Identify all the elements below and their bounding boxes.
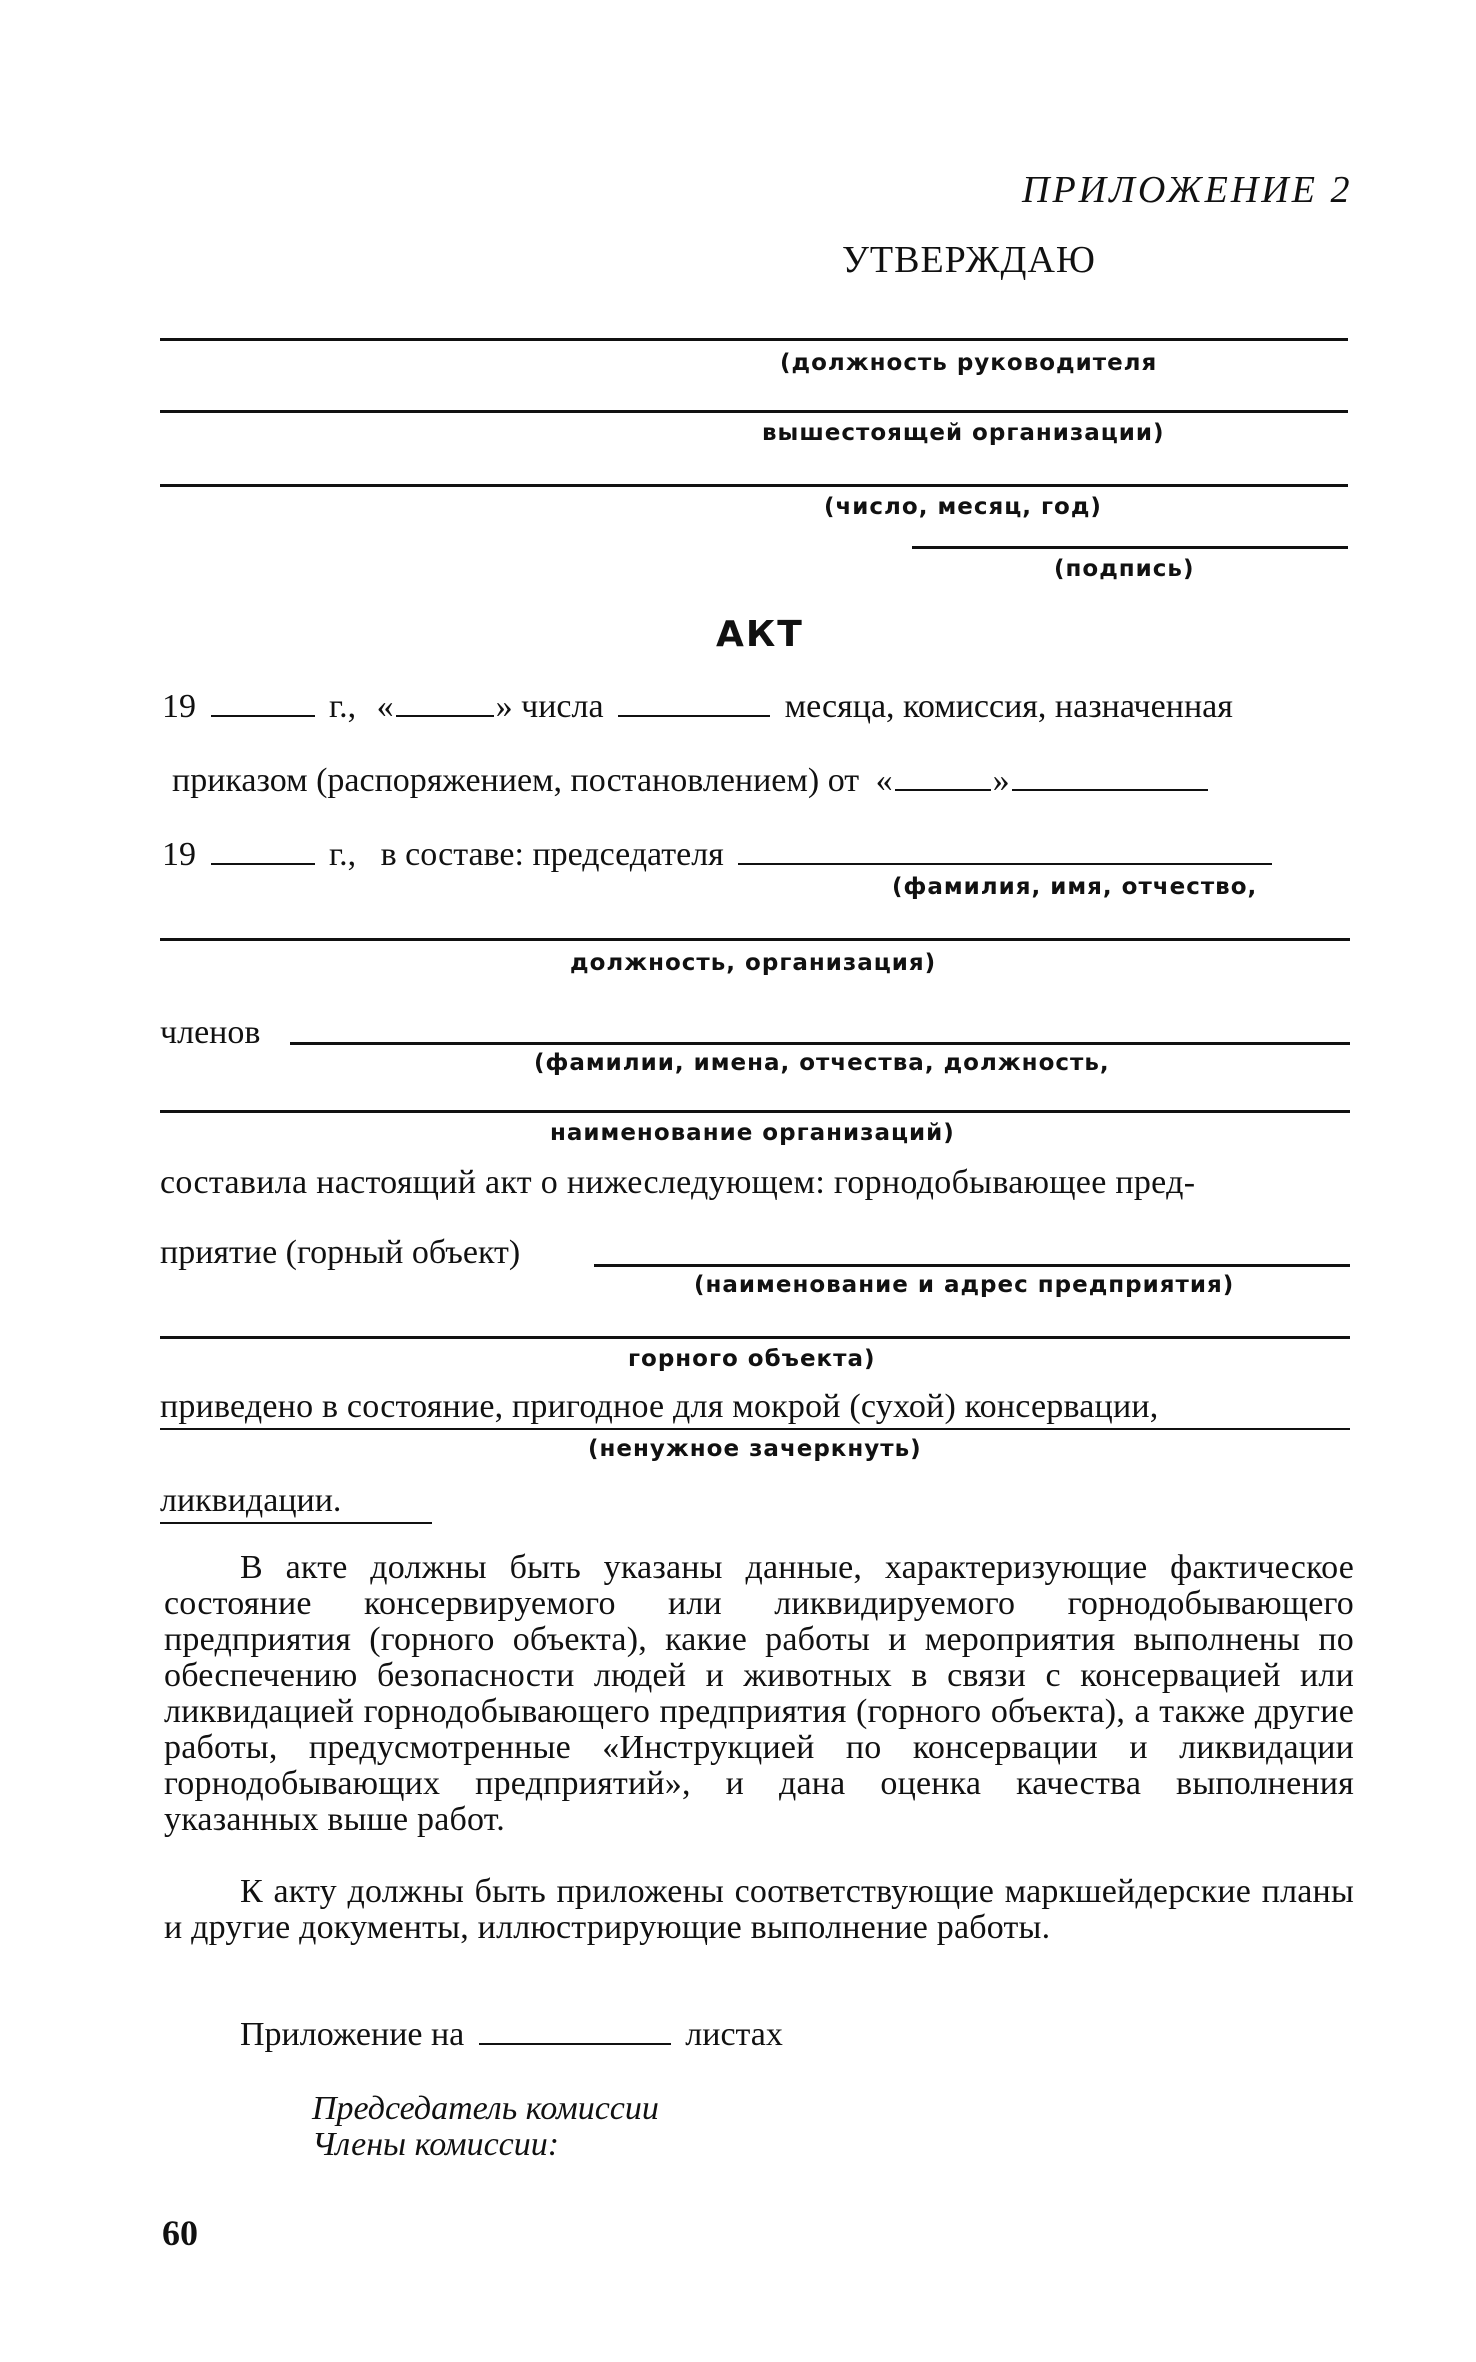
liquidation-underline	[160, 1522, 432, 1524]
act-line-1	[162, 688, 1233, 726]
date-caption: (число, месяц, год)	[824, 494, 1102, 520]
year-suffix-1: г.,	[329, 688, 357, 725]
attachment-row	[240, 2016, 783, 2054]
quote-close-1: »	[495, 688, 513, 725]
members-org-line	[160, 1110, 1350, 1113]
attachment-count-field	[479, 2042, 671, 2045]
act-title: АКТ	[716, 614, 804, 655]
day-field	[396, 714, 494, 717]
liquidation-line: ликвидации.	[160, 1482, 342, 1519]
enterprise-line	[594, 1264, 1350, 1267]
act-line-2	[172, 762, 1214, 800]
brought-line: приведено в состояние, пригодное для мокрой (сухой) консервации,	[160, 1388, 1159, 1425]
fio-caption: (фамилия, имя, отчество,	[892, 874, 1258, 900]
enterprise-label: приятие (горный объект)	[160, 1234, 521, 1271]
members-signature-label: Члены комиссии:	[312, 2126, 560, 2163]
year-field-1	[211, 714, 315, 717]
line1-rest: месяца, комиссия, назначенная	[784, 688, 1233, 725]
paragraph-1	[164, 1550, 1354, 1838]
signature-caption: (подпись)	[1054, 556, 1195, 582]
date-line	[160, 484, 1348, 487]
year-prefix-1: 19	[162, 688, 196, 725]
attachment-sheets: листах	[685, 2016, 783, 2053]
organization-caption: вышестоящей организации)	[762, 420, 1165, 446]
chairman-field	[738, 862, 1272, 865]
paragraph-2-text: К акту должны быть приложены соответствующие маркшейдерские планы и другие документы, иллюстрирующие выполнение работы.	[164, 1873, 1354, 1946]
enterprise-caption: (наименование и адрес предприятия)	[694, 1272, 1235, 1298]
position-line	[160, 338, 1348, 341]
members-caption: (фамилии, имена, отчества, должность,	[534, 1050, 1110, 1076]
order-day-field	[895, 788, 991, 791]
chairman-signature-label: Председатель комиссии	[312, 2090, 659, 2127]
compiled-line: составила настоящий акт о нижеследующем: горнодобывающее пред-	[160, 1164, 1196, 1201]
quote-open-2: «	[875, 762, 893, 799]
mining-object-caption: горного объекта)	[628, 1346, 876, 1372]
attachment-label: Приложение на	[240, 2016, 465, 2053]
composition-text: в составе: председателя	[380, 836, 724, 873]
chairman-position-line	[160, 938, 1350, 941]
order-text: приказом (распоряжением, постановлением) от	[172, 762, 860, 799]
paragraph-1-text: В акте должны быть указаны данные, характеризующие фактическое состояние консервируемого или ликвидируемого горнодобывающего предприятия (горного объекта), какие работы и мероприятия выполнены по обеспечению безопасности людей и животных в связи с консервацией или ликвидацией горнодобывающего предприятия (горного объекта), а также другие работы, предусмотренные «Инструкцией по консервации и ликвидации горнодобывающих предприятий», и дана оценка качества выполнения указанных выше работ.	[164, 1549, 1354, 1838]
act-line-3	[162, 836, 1278, 874]
paragraph-2	[164, 1874, 1354, 1946]
position-org-caption: должность, организация)	[570, 950, 937, 976]
year-field-2	[211, 862, 315, 865]
signature-line	[912, 546, 1348, 549]
position-caption: (должность руководителя	[780, 350, 1158, 376]
year-suffix-2: г.,	[329, 836, 357, 873]
members-label: членов	[160, 1014, 261, 1051]
enterprise-row	[160, 1234, 520, 1272]
organization-line	[160, 410, 1348, 413]
quote-close-2: »	[992, 762, 1010, 799]
org-names-caption: наименование организаций)	[550, 1120, 955, 1146]
mining-object-line	[160, 1336, 1350, 1339]
appendix-label: ПРИЛОЖЕНИЕ 2	[1022, 169, 1353, 211]
page-number: 60	[162, 2213, 198, 2253]
approve-heading: УТВЕРЖДАЮ	[842, 239, 1096, 281]
strike-caption: (ненужное зачеркнуть)	[588, 1436, 922, 1462]
quote-open-1: «	[376, 688, 394, 725]
members-line	[290, 1042, 1350, 1045]
order-month-field	[1012, 788, 1208, 791]
month-field	[618, 714, 770, 717]
day-label: числа	[521, 688, 604, 725]
year-prefix-2: 19	[162, 836, 196, 873]
members-row	[160, 1014, 260, 1052]
brought-underline	[160, 1428, 1350, 1430]
